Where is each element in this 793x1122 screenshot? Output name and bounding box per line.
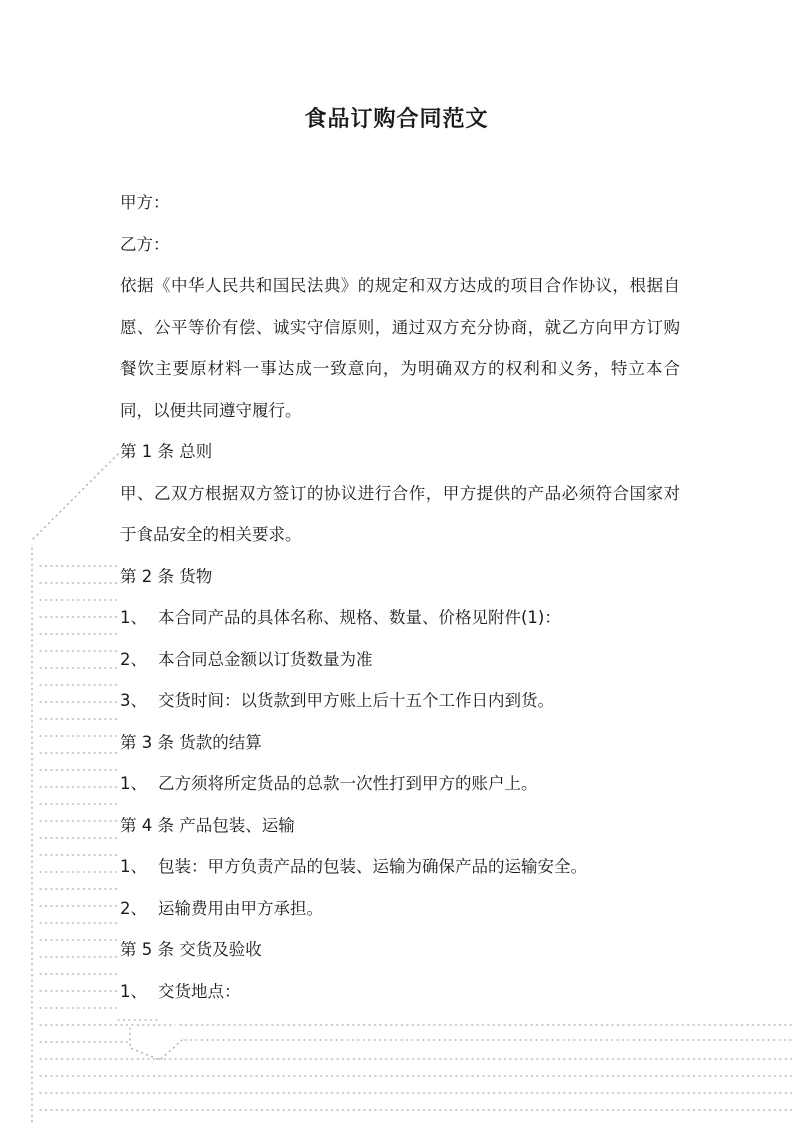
item-text: 包装：甲方负责产品的包装、运输为确保产品的运输安全。 xyxy=(158,857,587,876)
section-3-heading: 第 3 条 货款的结算 xyxy=(120,732,262,752)
item-number: 1、 xyxy=(120,608,147,627)
list-item xyxy=(120,888,680,930)
item-text: 运输费用由甲方承担。 xyxy=(158,898,323,918)
document-title: 食品订购合同范文 xyxy=(304,107,489,132)
section-1-paragraph: 甲、乙双方根据双方签订的协议进行合作，甲方提供的产品必须符合国家对于食品安全的相关要求。 xyxy=(120,483,680,544)
item-text: 本合同总金额以订货数量为准 xyxy=(158,649,373,669)
section-4-heading: 第 4 条 产品包装、运输 xyxy=(120,815,295,835)
list-item xyxy=(120,639,680,681)
item-number: 3、 xyxy=(120,691,147,710)
list-item xyxy=(120,763,680,805)
party-a-line: 甲方： xyxy=(120,193,170,212)
section-2-heading: 第 2 条 货物 xyxy=(120,566,213,586)
item-number: 1、 xyxy=(120,857,147,876)
item-number: 1、 xyxy=(120,774,147,793)
item-number: 1、 xyxy=(120,981,147,1001)
list-item xyxy=(120,846,680,888)
item-text: 交货地点： xyxy=(158,981,241,1001)
intro-paragraph: 依据《中华人民共和国民法典》的规定和双方达成的项目合作协议，根据自愿、公平等价有偿、诚实守信原则，通过双方充分协商，就乙方向甲方订购餐饮主要原材料一事达成一致意向，为明确双方的权利和义务，特立本合同，以便共同遵守履行。 xyxy=(120,276,680,420)
list-item xyxy=(120,597,680,639)
item-number: 2、 xyxy=(120,649,147,669)
list-item xyxy=(120,971,680,1013)
item-number: 2、 xyxy=(120,898,147,918)
item-text: 交货时间：以货款到甲方账上后十五个工作日内到货。 xyxy=(158,691,554,710)
party-b-line: 乙方： xyxy=(120,234,170,254)
section-5-heading: 第 5 条 交货及验收 xyxy=(120,940,262,959)
item-text: 乙方须将所定货品的总款一次性打到甲方的账户上。 xyxy=(158,774,538,793)
document-body xyxy=(120,182,680,1012)
item-text: 本合同产品的具体名称、规格、数量、价格见附件(1)： xyxy=(158,608,561,627)
section-1-heading: 第 1 条 总则 xyxy=(120,442,213,461)
list-item xyxy=(120,680,680,722)
